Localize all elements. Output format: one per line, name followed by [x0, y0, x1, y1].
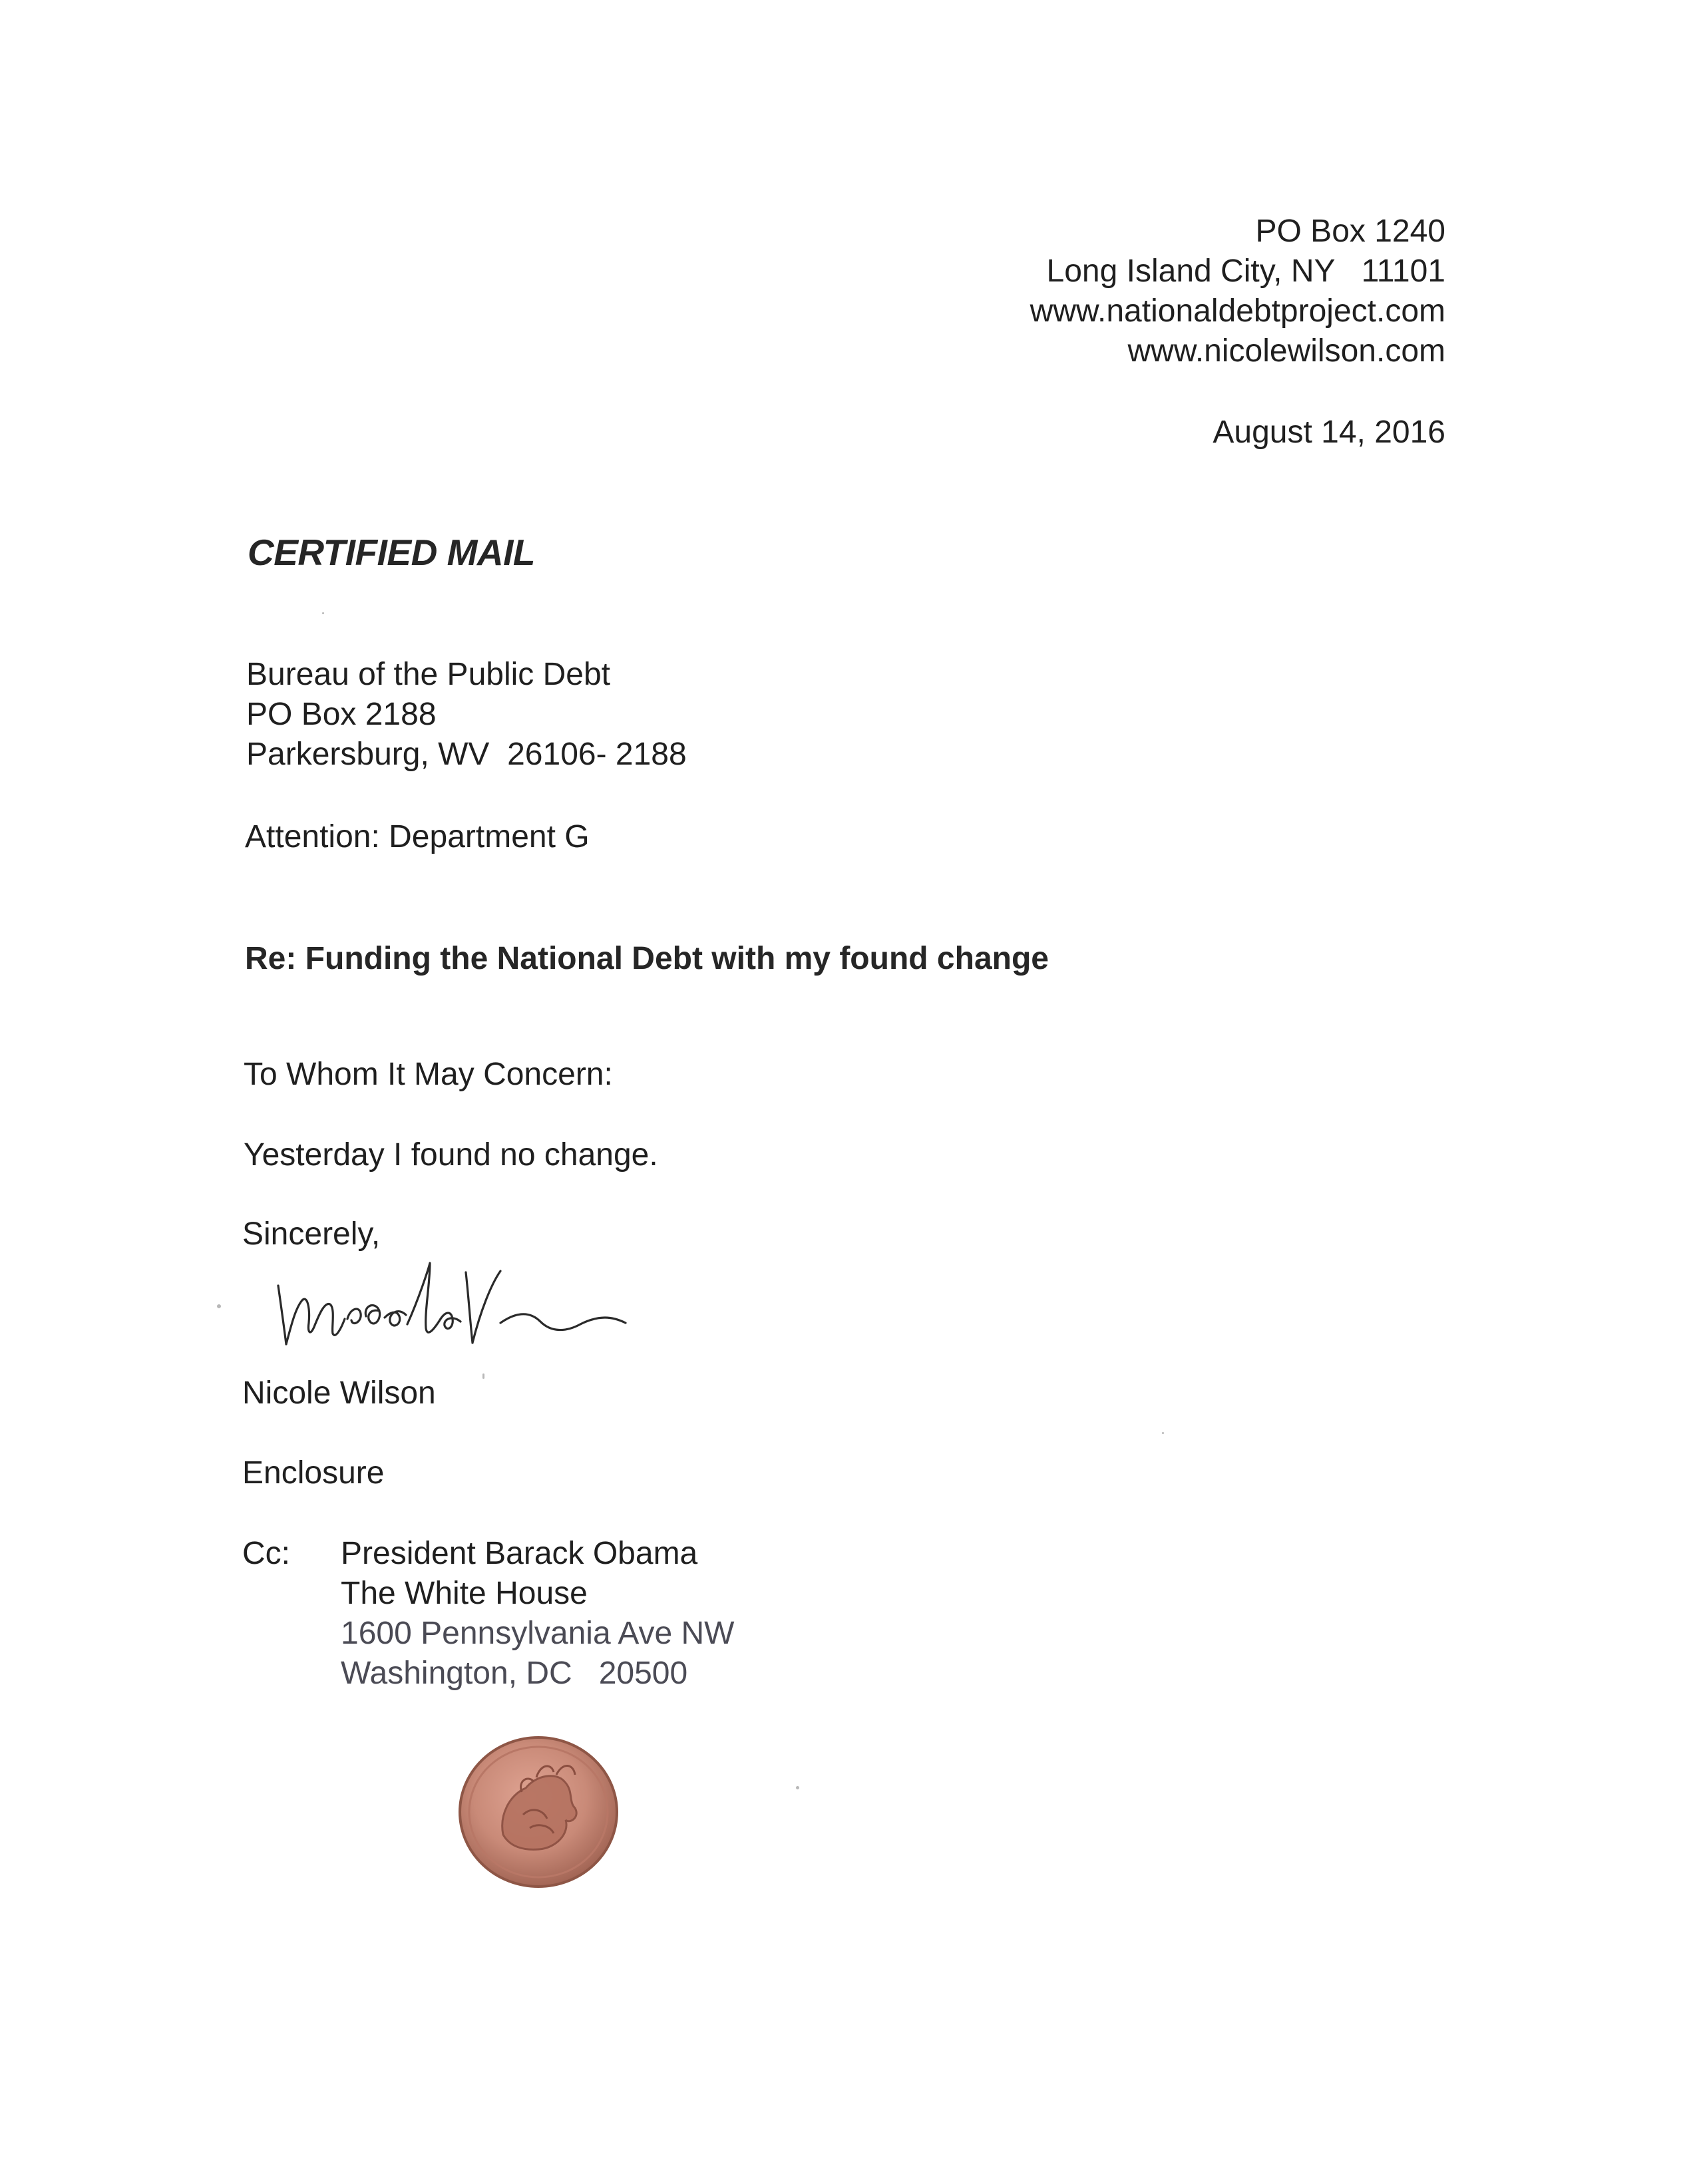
handwritten-signature-icon [266, 1244, 639, 1358]
cc-address [341, 1534, 734, 1694]
cc-line: Washington, DC 20500 [341, 1656, 688, 1691]
cc-line: 1600 Pennsylvania Ave NW [341, 1616, 735, 1651]
signer-name: Nicole Wilson [242, 1375, 436, 1411]
cc-line: President Barack Obama [341, 1536, 698, 1571]
sender-line: Long Island City, NY 11101 [1046, 254, 1445, 289]
cc-line: The White House [341, 1576, 588, 1611]
recipient-line: Bureau of the Public Debt [246, 657, 611, 692]
scan-speck [322, 612, 324, 614]
letter-body: Yesterday I found no change. [244, 1137, 658, 1173]
sender-address [780, 212, 1445, 371]
scan-speck [482, 1373, 484, 1379]
cc-label: Cc: [242, 1536, 290, 1571]
enclosure-label: Enclosure [242, 1455, 385, 1491]
scan-speck [1162, 1432, 1164, 1434]
letter-date: August 14, 2016 [1213, 415, 1445, 450]
recipient-line: PO Box 2188 [246, 697, 437, 732]
sender-website-link[interactable]: www.nationaldebtproject.com [1030, 293, 1445, 329]
scan-speck [217, 1304, 221, 1308]
sender-line: PO Box 1240 [1255, 214, 1445, 249]
penny-coin-icon [457, 1735, 620, 1889]
recipient-address [246, 655, 687, 775]
scan-speck [796, 1786, 799, 1789]
sender-website-link[interactable]: www.nicolewilson.com [1127, 333, 1445, 369]
recipient-line: Parkersburg, WV 26106- 2188 [246, 737, 687, 772]
closing: Sincerely, [242, 1216, 381, 1252]
attention-line: Attention: Department G [245, 819, 590, 854]
certified-mail-heading: CERTIFIED MAIL [248, 532, 535, 573]
salutation: To Whom It May Concern: [244, 1057, 613, 1092]
subject-line: Re: Funding the National Debt with my found change [245, 941, 1049, 976]
